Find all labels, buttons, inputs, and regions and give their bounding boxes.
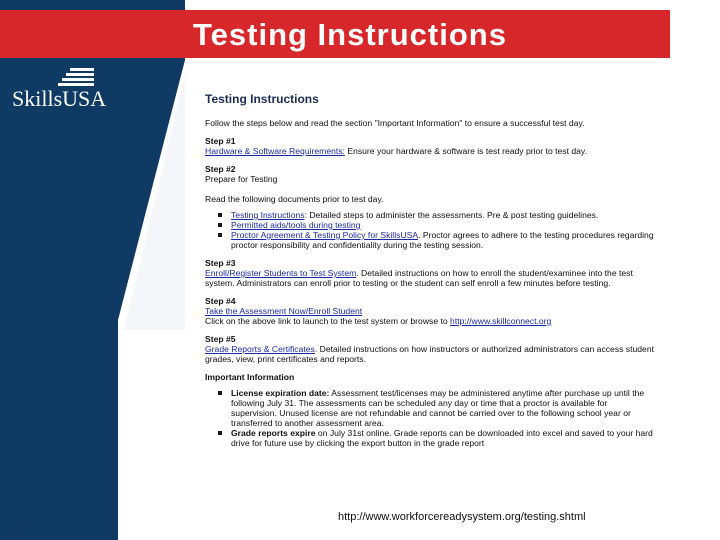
step-1-heading: Step #1: [205, 136, 236, 146]
list-item: Proctor Agreement & Testing Policy for SkillsUSA. Proctor agrees to adhere to the testing procedures regarding proctor responsibility and confidentiality during the testing session.: [231, 230, 654, 250]
enroll-register-link[interactable]: Enroll/Register Students to Test System: [205, 268, 357, 278]
important-list: [205, 388, 655, 448]
footer-url[interactable]: http://www.workforcereadysystem.org/testing.shtml: [338, 511, 586, 523]
step-4-text: Click on the above link to launch to the test system or browse to http://www.skillconnect.org: [205, 316, 552, 326]
document-title: Testing Instructions: [205, 92, 319, 106]
step-2-list: [205, 210, 655, 250]
list-item: License expiration date: Assessment test/licenses may be administered anytime after purchase up until the following July 31. The assessments can be scheduled any day or time that a proctor is available for supervision. Unused license are not refundable and cannot be carried over to the following school year or transferred to another assessment area.: [231, 388, 655, 428]
step-3-text: Enroll/Register Students to Test System. Detailed instructions on how to enroll the student/examinee into the test system. Administrators can enroll prior to testing or the student can self enroll a few minutes before testing.: [205, 268, 633, 288]
permitted-aids-link[interactable]: Permitted aids/tools during testing: [231, 220, 361, 230]
list-item: Grade reports expire on July 31st online. Grade reports can be downloaded into excel and saved to your hard drive for future use by clicking the export button in the grade report: [231, 428, 655, 448]
read-docs-text: Read the following documents prior to test day.: [205, 194, 384, 204]
skillsusa-logo: [12, 66, 122, 111]
skillconnect-link[interactable]: http://www.skillconnect.org: [450, 316, 552, 326]
hardware-software-link[interactable]: Hardware & Software Requirements:: [205, 146, 345, 156]
important-heading: Important Information: [205, 372, 295, 382]
proctor-agreement-link[interactable]: Proctor Agreement & Testing Policy for SkillsUSA: [231, 230, 419, 240]
slide-number: 8: [18, 520, 26, 536]
step-5-text: Grade Reports & Certificates. Detailed instructions on how instructors or authorized administrators can access student grades, view, print certificates and reports.: [205, 344, 654, 364]
slide-title: Testing Instructions: [193, 17, 507, 52]
logo-flag-icon: [56, 66, 96, 88]
step-2-text: Prepare for Testing: [205, 174, 278, 184]
step-1-text: Hardware & Software Requirements: Ensure your hardware & software is test ready prior to test day.: [205, 146, 587, 156]
step-5-heading: Step #5: [205, 334, 236, 344]
list-item: [231, 220, 655, 230]
step-2-heading: Step #2: [205, 164, 236, 174]
step-4-link-line: [205, 306, 655, 316]
take-assessment-link[interactable]: Take the Assessment Now/Enroll Student: [205, 306, 363, 316]
testing-instructions-link[interactable]: Testing Instructions: [231, 210, 305, 220]
intro-text: Follow the steps below and read the section "Important Information" to ensure a successful test day.: [205, 118, 585, 128]
grade-reports-link[interactable]: Grade Reports & Certificates: [205, 344, 315, 354]
list-item: Testing Instructions: Detailed steps to administer the assessments. Pre & post testing guidelines.: [231, 210, 655, 220]
step-3-heading: Step #3: [205, 258, 236, 268]
document-body: [205, 94, 655, 448]
step-4-heading: Step #4: [205, 296, 236, 306]
logo-text: SkillsUSA: [12, 86, 107, 111]
